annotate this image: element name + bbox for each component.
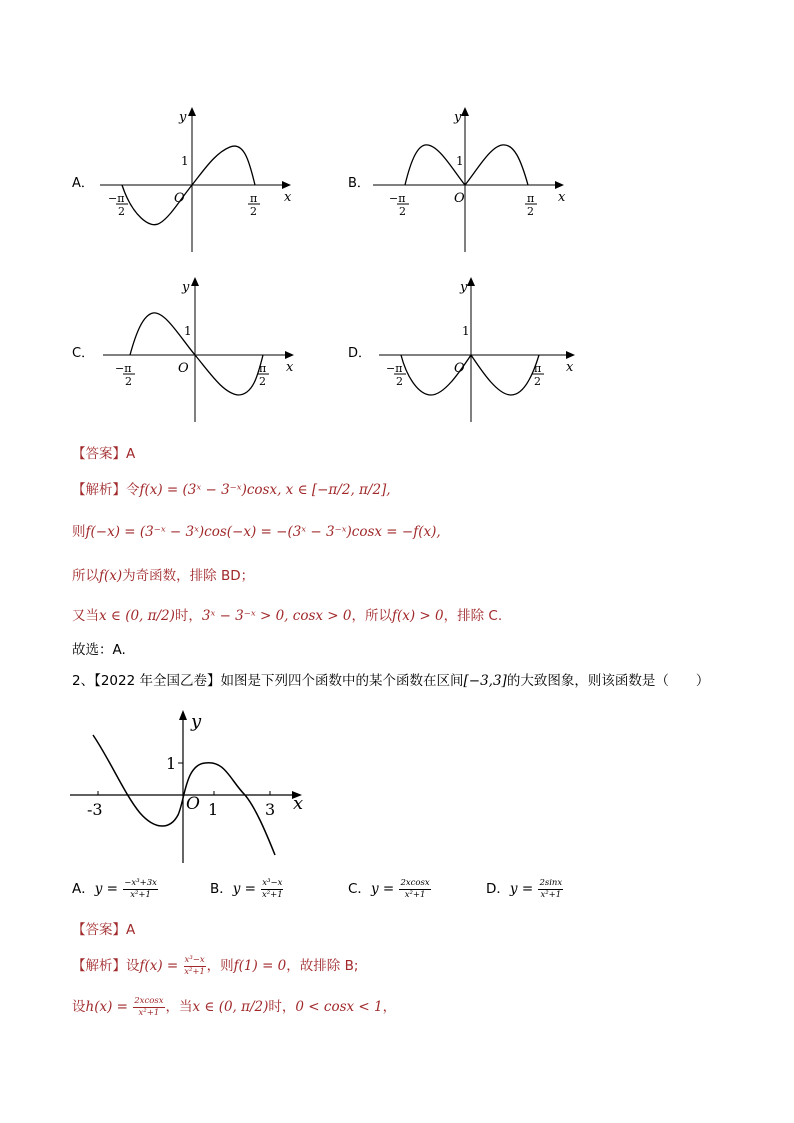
svg-text:2: 2 [396, 375, 403, 388]
option-c-label: C． [72, 346, 95, 361]
q2-choice-b: B．y = $\frac{\text{x³−x}}{\text{x²+1}}$ [210, 878, 283, 900]
q2-answer: 【答案】A [72, 922, 136, 938]
svg-text:−π: −π [386, 362, 403, 375]
origin-label: O [186, 794, 200, 814]
svg-text:2: 2 [527, 205, 534, 218]
svg-text:O: O [454, 361, 465, 376]
svg-text:2: 2 [259, 375, 266, 388]
option-d-graph [374, 275, 584, 425]
q2-choice-a: A．y = $\frac{\text{−x³+3x}}{\text{x²+1}}$ [72, 878, 157, 900]
option-b-graph [368, 105, 578, 255]
q2-stem: 2、【2022 年全国乙卷】如图是下列四个函数中的某个函数在区间[−3,3]的大致图象，则该函数是（ ） [72, 673, 710, 689]
tick-one-x-label: 1 [208, 800, 219, 819]
svg-text:y: y [454, 110, 462, 125]
svg-text:2: 2 [250, 205, 257, 218]
q2-graph [65, 705, 315, 865]
svg-text:−π: −π [389, 192, 406, 205]
option-d-label: D． [348, 346, 372, 361]
y-axis-label: y [191, 711, 202, 732]
svg-text:1: 1 [184, 324, 192, 338]
q2-analysis-line1: 【解析】设f(x) = $\frac{\text{x³−x}}{\text{x²+1}}$ ，则f(1) = 0，故排除 B; [72, 955, 359, 977]
x-axis-label: x [284, 190, 292, 205]
origin-label: O [174, 191, 185, 206]
svg-text:2: 2 [399, 205, 406, 218]
svg-text:−π: −π [115, 362, 132, 375]
option-c-graph [98, 275, 308, 425]
svg-text:2: 2 [125, 375, 132, 388]
svg-text:O: O [178, 361, 189, 376]
svg-text:2: 2 [118, 205, 125, 218]
q1-analysis-line1: 【解析】令f(x) = (3ˣ − 3⁻ˣ)cosx, x ∈ [−π/2, π/2], [72, 482, 391, 498]
q2-choice-c: C．y = $\frac{2xcosx}{\text{x²+1}}$ [348, 878, 430, 900]
tick-neg3-label: -3 [87, 800, 103, 819]
tick-three-label: 3 [265, 800, 276, 819]
y-axis-label: y [179, 110, 187, 125]
svg-text:x: x [286, 360, 294, 375]
svg-text:2: 2 [534, 375, 541, 388]
q1-answer: 【答案】A [72, 446, 136, 462]
q1-analysis-line4: 又当x ∈ (0, π/2)时，3ˣ − 3⁻ˣ > 0, cosx > 0，所以f(x) > 0，排除 C. [72, 608, 503, 624]
tick-one-label: 1 [181, 154, 189, 168]
q1-analysis-line3: 所以f(x)为奇函数，排除 BD； [72, 568, 255, 584]
option-a-label: A． [72, 176, 94, 191]
svg-text:π: π [259, 362, 267, 375]
q1-conclusion: 故选：A. [72, 642, 126, 658]
q2-choice-d: D．y = $\frac{2\sin x}{\text{x²+1}}$ [486, 878, 563, 900]
svg-text:y: y [182, 280, 190, 295]
right-tick-label: π [250, 192, 258, 205]
q2-analysis-line2: 设h(x) = $\frac{2xcosx}{\text{x²+1}}$ ，当x ∈ (0, π/2)时，0 < cosx < 1， [72, 996, 397, 1018]
svg-text:π: π [527, 192, 535, 205]
left-tick-label: −π [108, 192, 125, 205]
svg-text:1: 1 [462, 324, 470, 338]
svg-text:x: x [558, 190, 566, 205]
q1-analysis-line2: 则f(−x) = (3⁻ˣ − 3ˣ)cos(−x) = −(3ˣ − 3⁻ˣ)cosx = −f(x), [72, 524, 441, 540]
svg-text:π: π [534, 362, 542, 375]
svg-text:O: O [454, 191, 465, 206]
tick-one-y-label: 1 [166, 754, 177, 773]
svg-text:y: y [460, 280, 468, 295]
x-axis-label: x [293, 793, 304, 814]
svg-text:1: 1 [456, 154, 464, 168]
option-b-label: B． [348, 176, 370, 191]
option-a-graph [95, 105, 305, 255]
svg-text:x: x [566, 360, 574, 375]
